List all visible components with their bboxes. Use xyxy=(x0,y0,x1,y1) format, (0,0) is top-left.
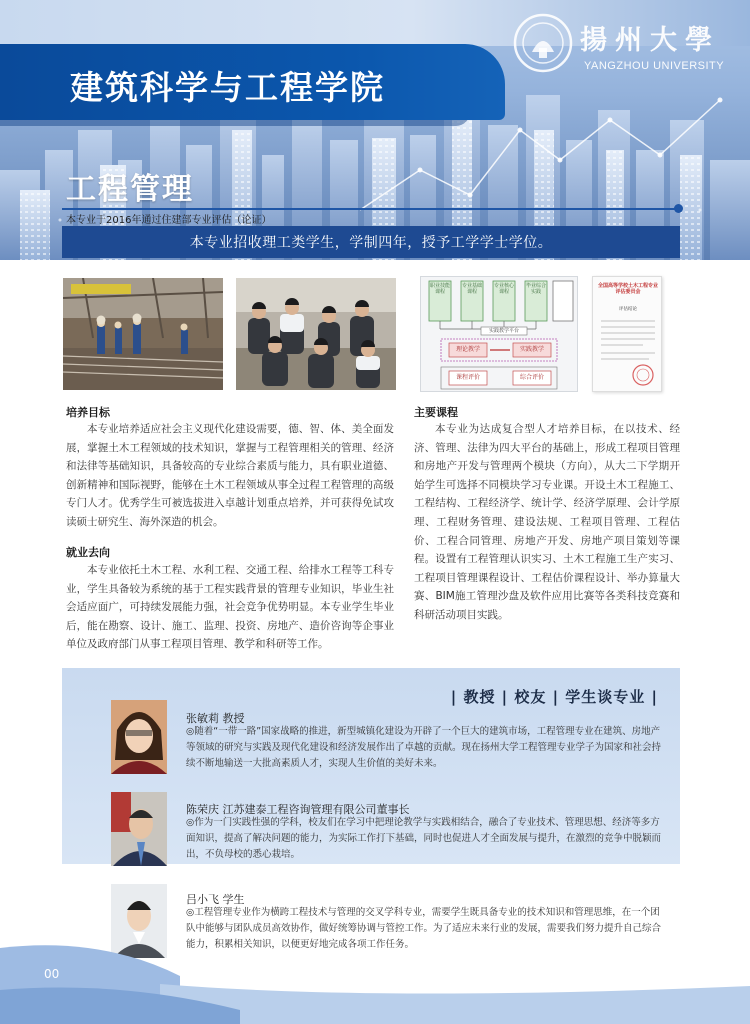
avatar xyxy=(111,792,167,866)
diagram-mid-box-1: 理论教学 xyxy=(455,346,480,353)
curriculum-diagram xyxy=(420,276,578,392)
university-logo xyxy=(512,8,744,80)
construction-site-photo xyxy=(63,278,223,390)
diagram-bottom-box-1: 课程评价 xyxy=(455,374,480,381)
accreditation-certificate xyxy=(592,276,662,392)
accreditation-text: 本专业于2016年通过住建部专业评估（论证） xyxy=(66,215,272,226)
diagram-bottom-box-2: 综合评价 xyxy=(519,374,544,381)
university-emblem-icon xyxy=(512,12,574,74)
avatar xyxy=(111,700,167,774)
intro-text: 本专业招收理工类学生，学制四年，授予工学学士学位。 xyxy=(189,235,553,251)
diagram-top-box-2: 专业基础课程 xyxy=(461,283,482,295)
courses-heading: 主要课程 xyxy=(414,406,458,419)
training-goals-heading: 培养目标 xyxy=(66,406,110,419)
university-name: 揚州大學 xyxy=(580,25,720,56)
person-quote: ◎作为一门实践性强的学科，校友们在学习中把理论教学与实践相结合，融合了专业技术、管理思想、经济等多方面知识，提高了解决问题的能力，为实际工作打下基础，同时也促进人才全面发展与提升，在激烈的竞争中脱颖而出，不负母校的悉心栽培。 xyxy=(186,817,662,860)
classroom-photo xyxy=(236,278,396,390)
diagram-mid-box-2: 实践教学 xyxy=(519,346,544,353)
diagram-top-box-1: 职业技能课程 xyxy=(429,283,450,295)
college-title: 建筑科学与工程学院 xyxy=(70,68,385,107)
person-name: 张敏莉 教授 xyxy=(186,712,245,725)
diagram-center-label: 实践教学平台 xyxy=(488,328,519,334)
program-title: 工程管理 xyxy=(66,172,194,207)
person-quote: ◎随着“一带一路”国家战略的推进，新型城镇化建设为开辟了一个巨大的建筑市场，工程管理专业在建筑、房地产等领域的研究与实践及现代化建设和经济发展作出了卓越的贡献。现在扬州大学工程管理专业学子为国家和社会持续不断地输送一大批高素质人才，实现人生价值的美好未来。 xyxy=(186,726,662,769)
diagram-top-box-3: 专业核心课程 xyxy=(493,283,514,295)
accreditation-divider-dot xyxy=(674,204,683,213)
courses-text: 本专业为达成复合型人才培养目标，在以技术、经济、管理、法律为四大平台的基础上，形成工程项目管理和房地产开发与管理两个模块（方向），从大二下学期开始学生可选择不同模块学习专业课。开设土木工程施工、工程结构、工程经济学、统计学、经济学原理、会计学原理、工程财务管理、建设法规、工程项目管理、工程估价、工程合同管理、房地产开发、房地产项目策划等课程。设置有工程管理认识实习、土木工程施工生产实习、工程项目管理课程设计、工程估价课程设计、举办算量大赛、BIM施工管理沙盘及软件应用比赛等各类科技竞赛和科研活动项目实践。 xyxy=(414,423,680,621)
header-banner xyxy=(0,0,750,260)
employment-heading: 就业去向 xyxy=(66,546,110,559)
diagram-top-box-4: 毕业综合实践 xyxy=(525,283,546,295)
person-quote: ◎工程管理专业作为横跨工程技术与管理的交叉学科专业，需要学生既具备专业的技术知识和管理思维，在一个团队中能够与团队成员高效协作，做好统筹协调与管控工作。为了适应未来行业的发展，需要我们努力提升自己综合能力，积累相关知识，以便更好地完成各项工作任务。 xyxy=(186,907,662,950)
intro-box xyxy=(62,226,680,258)
page-number: 00 xyxy=(44,967,60,981)
certificate-subtitle: 评估结论 xyxy=(619,307,637,312)
footer-wave xyxy=(0,940,750,1024)
university-name-en: YANGZHOU UNIVERSITY xyxy=(584,60,725,72)
accreditation-divider xyxy=(62,208,680,210)
training-goals-text: 本专业培养适应社会主义现代化建设需要，德、智、体、美全面发展，掌握土木工程领域的技术知识，掌握与工程管理相关的管理、经济和法律等基础知识，具备较高的专业综合素质与能力，具有职业道德、创新精神和国际视野，能够在土木工程领域从事全过程工程管理的高级专门人才。优秀学生可被选拔进入卓越计划重点培养，并可获得免试攻读硕士研究生、海外深造的机会。 xyxy=(66,423,394,528)
certificate-title: 全国高等学校土木工程专业评估委员会 xyxy=(597,283,658,295)
person-name: 陈荣庆 江苏建泰工程咨询管理有限公司董事长 xyxy=(186,803,410,816)
testimonials-title: | 教授 | 校友 | 学生谈专业 | xyxy=(450,688,658,706)
person-name: 吕小飞 学生 xyxy=(186,893,245,906)
employment-text: 本专业依托土木工程、水利工程、交通工程、给排水工程等工科专业，学生具备较为系统的基于工程实践背景的管理专业知识，毕业生社会适应面广，可持续发展能力强，社会竞争优势明显。本专业学生毕业后，能在勘察、设计、施工、监理、投资、房地产、造价咨询等企事业单位及政府部门从事工程项目管理、教学和科研等工作。 xyxy=(66,564,394,651)
